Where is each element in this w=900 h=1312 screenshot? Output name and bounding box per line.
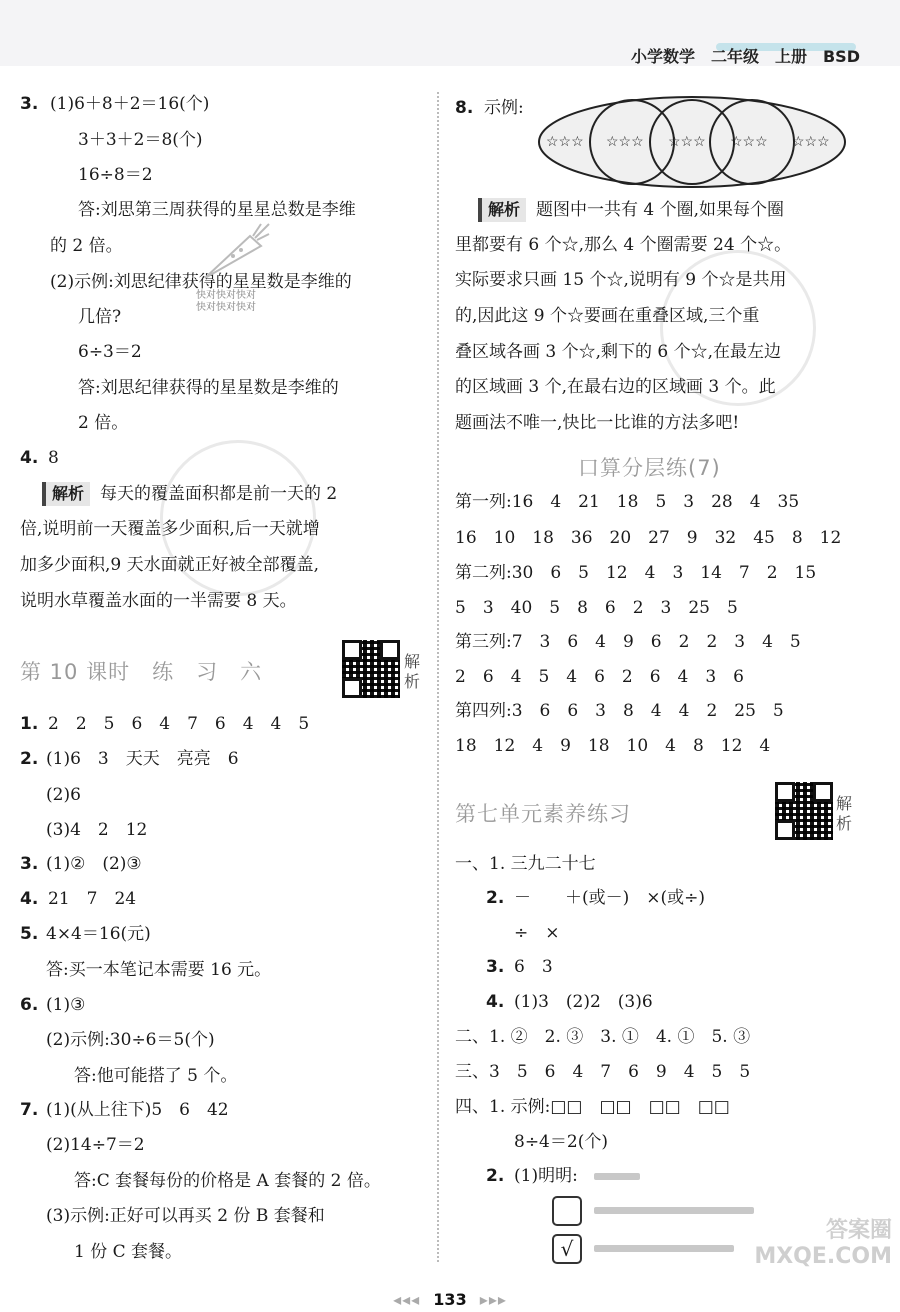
oral-row: 5 3 40 5 8 6 2 3 25 5 — [455, 598, 738, 618]
text-line: 3＋3＋2＝8(个) — [78, 130, 203, 150]
answer-text: (1)(从上往下)5 6 42 — [46, 1100, 229, 1120]
answer-text: 答:买一本笔记本需要 16 元。 — [46, 960, 272, 980]
text-line: 16÷8＝2 — [78, 165, 153, 185]
column-divider — [437, 92, 439, 1262]
text-span: 每天的覆盖面积都是前一天的 2 — [100, 484, 338, 504]
option-box[interactable] — [552, 1196, 582, 1226]
answer-text: 一、1. 三九二十七 — [455, 854, 596, 874]
qr-code[interactable] — [775, 782, 833, 840]
mascot-caption: 快对快对快对 快对快对快对 — [196, 290, 256, 313]
text-line: 答:刘思第三周获得的星星总数是李维 — [78, 200, 356, 220]
star-group: ☆☆☆ — [668, 134, 706, 150]
text-line: 的,因此这 9 个☆要画在重叠区域,三个重 — [455, 306, 760, 326]
unit-title: 第七单元素养练习 — [455, 802, 631, 826]
answer-text: (2)示例:30÷6＝5(个) — [46, 1030, 215, 1050]
qr-corner — [813, 782, 833, 802]
text-span: 题图中一共有 4 个圈,如果每个圈 — [536, 200, 785, 220]
text-line: 倍,说明前一天覆盖多少面积,后一天就增 — [20, 519, 320, 539]
option-box-checked[interactable]: √ — [552, 1234, 582, 1264]
bar-option-1 — [594, 1207, 754, 1214]
question-number: 4. — [486, 992, 505, 1012]
analysis-tag: 解析 — [478, 198, 526, 222]
answer-text: 四、1. 示例:□□ □□ □□ □□ — [455, 1097, 730, 1117]
question-number: 8. — [455, 98, 474, 118]
text-line: 的区域画 3 个,在最右边的区域画 3 个。此 — [455, 377, 776, 397]
text-line: 实际要求只画 15 个☆,说明有 9 个☆是共用 — [455, 270, 787, 290]
answer-text: (2)6 — [46, 785, 81, 805]
oral-row: 18 12 4 9 18 10 4 8 12 4 — [455, 736, 771, 756]
answer-text: 21 7 24 — [48, 889, 137, 909]
text-line: 里都要有 6 个☆,那么 4 个圈需要 24 个☆。 — [455, 235, 792, 255]
bar-mingming — [594, 1173, 640, 1180]
question-number: 2. — [20, 749, 39, 769]
oral-row: 第一列:16 4 21 18 5 3 28 4 35 — [455, 492, 800, 512]
star-group: ☆☆☆ — [792, 134, 830, 150]
qr-corner — [380, 640, 400, 660]
qr-code[interactable] — [342, 640, 400, 698]
text-line: 说明水草覆盖水面的一半需要 8 天。 — [20, 591, 297, 611]
answer-text: 1 份 C 套餐。 — [74, 1242, 183, 1262]
carrot-mascot-icon — [195, 218, 275, 288]
lesson-title: 第 10 课时 练 习 六 — [20, 660, 263, 684]
oral-row: 第三列:7 3 6 4 9 6 2 2 3 4 5 — [455, 632, 801, 652]
answer-text: 4×4＝16(元) — [46, 924, 151, 944]
question-number: 3. — [20, 854, 39, 874]
qr-label: 解析 — [836, 794, 853, 833]
analysis-tag: 解析 — [42, 482, 90, 506]
answer-text: ÷ × — [514, 923, 560, 943]
text-line: 2 倍。 — [78, 413, 129, 433]
question-number: 5. — [20, 924, 39, 944]
text-line: 的 2 倍。 — [50, 236, 123, 256]
text-line: 几倍? — [78, 307, 122, 327]
answer-text: 8÷4＝2(个) — [514, 1132, 608, 1152]
text-line: 答:刘思纪律获得的星星数是李维的 — [78, 378, 339, 398]
answer-text: (1)明明: — [514, 1166, 578, 1186]
text-line: 叠区域各画 3 个☆,剩下的 6 个☆,在最左边 — [455, 342, 782, 362]
oral-row: 16 10 18 36 20 27 9 32 45 8 12 — [455, 528, 842, 548]
answer-text: 三、3 5 6 4 7 6 9 4 5 5 — [455, 1062, 751, 1082]
answer-text: (1)3 (2)2 (3)6 — [514, 992, 653, 1012]
question-number: 3. — [20, 94, 39, 114]
answer-text: (1)③ — [46, 995, 86, 1015]
qr-corner — [342, 678, 362, 698]
page-number: 133 — [433, 1290, 467, 1309]
page-footer — [0, 1290, 900, 1309]
next-arrows-icon: ▸▸▸ — [479, 1290, 507, 1309]
star-group: ☆☆☆ — [606, 134, 644, 150]
star-group: ☆☆☆ — [730, 134, 768, 150]
text-line: 6÷3＝2 — [78, 342, 142, 362]
question-number: 7. — [20, 1100, 39, 1120]
question-number: 3. — [486, 957, 505, 977]
question-number: 2. — [486, 1166, 505, 1186]
bar-option-2 — [594, 1245, 734, 1252]
text-line: (1)6＋8＋2＝16(个) — [50, 94, 210, 114]
answer-text: 答:他可能搭了 5 个。 — [74, 1066, 238, 1086]
prev-arrows-icon: ◂◂◂ — [393, 1290, 421, 1309]
question-number: 4. — [20, 448, 39, 468]
text-line — [42, 482, 337, 506]
oral-row: 第二列:30 6 5 12 4 3 14 7 2 15 — [455, 563, 817, 583]
question-number: 6. — [20, 995, 39, 1015]
example-label: 示例: — [484, 98, 524, 118]
answer-text: (2)14÷7＝2 — [46, 1135, 145, 1155]
text-line: (2)示例:刘思纪律获得的星星数是李维的 — [50, 272, 352, 292]
answer-text: 二、1. ② 2. ③ 3. ① 4. ① 5. ③ — [455, 1027, 751, 1047]
question-number: 2. — [486, 888, 505, 908]
question-number: 1. — [20, 714, 39, 734]
answer-text: (3)示例:正好可以再买 2 份 B 套餐和 — [46, 1206, 325, 1226]
text-line: 加多少面积,9 天水面就正好被全部覆盖, — [20, 555, 320, 575]
oral-calc-title: 口算分层练(7) — [578, 456, 721, 480]
qr-label: 解析 — [404, 652, 421, 691]
page-header — [0, 0, 900, 66]
qr-corner — [342, 640, 362, 660]
answer-text: 6 3 — [514, 957, 553, 977]
qr-corner — [775, 782, 795, 802]
text-line: 题画法不唯一,快比一比谁的方法多吧! — [455, 413, 740, 433]
qr-corner — [775, 820, 795, 840]
oral-row: 第四列:3 6 6 3 8 4 4 2 25 5 — [455, 701, 784, 721]
answer-text: － ＋(或－) ×(或÷) — [514, 888, 706, 908]
site-watermark: 答案圈 MXQE.COM — [754, 1218, 892, 1269]
header-title: 小学数学 二年级 上册 BSD — [630, 47, 860, 66]
star-group: ☆☆☆ — [546, 134, 584, 150]
answer-text: (1)6 3 天天 亮亮 6 — [46, 749, 239, 769]
answer-text: (3)4 2 12 — [46, 820, 148, 840]
oral-row: 2 6 4 5 4 6 2 6 4 3 6 — [455, 667, 744, 687]
question-number: 4. — [20, 889, 39, 909]
answer-text: 2 2 5 6 4 7 6 4 4 5 — [48, 714, 310, 734]
answer-text: (1)② (2)③ — [46, 854, 142, 874]
overlapping-circles-figure — [536, 94, 848, 190]
answer-text: 8 — [48, 448, 59, 468]
answer-text: 答:C 套餐每份的价格是 A 套餐的 2 倍。 — [74, 1171, 381, 1191]
text-line — [478, 198, 784, 222]
